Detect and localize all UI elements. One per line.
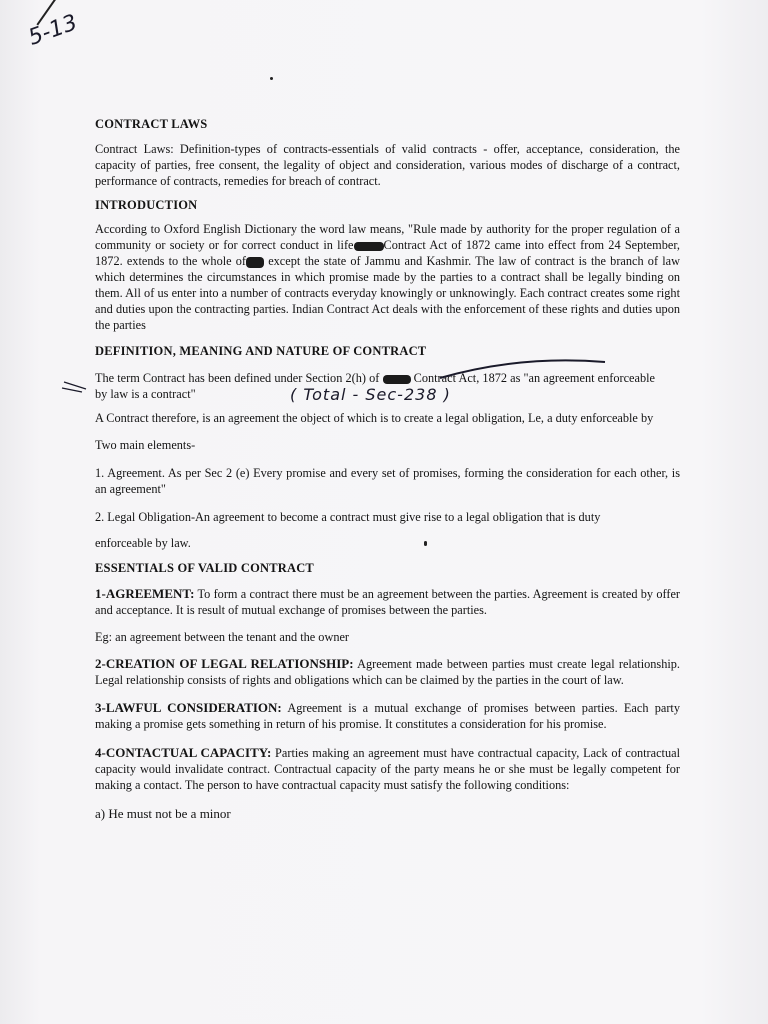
- redaction-mark: [354, 242, 384, 251]
- introduction-paragraph: [95, 221, 680, 333]
- introduction-text-3: except the state of Jammu and Kashmir. The law of contract is the branch of law which determines the circumstances in which promise made by the parties to a contract shall be legally binding on them. All of us enter into a number of contracts everyday knowingly or unknowingly. Each contract creates some right and duties upon the contracting parties. Indian Contract Act deals with the enforcement of these rights and duties upon the parties: [95, 254, 680, 332]
- essential-text: Agreement made between parties must create legal relationship. Legal relationship consists of rights and obligations which can be claimed by the parties in the court of law.: [95, 657, 680, 687]
- essential-text: Parties making an agreement must have contractual capacity, Lack of contractual capacity would invalidate contract. Contractual capacity of the party means he or she must be legally competent for making a contact. The person to have contractual capacity must satisfy the following conditions:: [95, 746, 680, 792]
- section-handwritten-note: ( Total - Sec-238 ): [290, 385, 451, 404]
- element-agreement: 1. Agreement. As per Sec 2 (e) Every promise and every set of promises, forming the consideration for each other, is an agreement": [95, 466, 680, 496]
- element-legal-obligation-cont: enforceable by law.: [95, 536, 191, 550]
- essentials-heading: ESSENTIALS OF VALID CONTRACT: [95, 561, 314, 575]
- essential-lawful-consideration: [95, 700, 680, 732]
- introduction-text-1: According to Oxford English Dictionary the word law means, "Rule made by authority for the proper regulation of a community or society or for correct conduct in life: [95, 222, 680, 252]
- essential-contractual-capacity: [95, 745, 680, 793]
- element-legal-obligation: 2. Legal Obligation-An agreement to become a contract must give rise to a legal obligation that is duty: [95, 510, 601, 524]
- essential-text: Agreement is a mutual exchange of promises between parties. Each party making a promise gets something in return of his promise. It constitutes a consideration for his promise.: [95, 701, 680, 731]
- essential-text: To form a contract there must be an agreement between the parties. Agreement is created by offer and acceptance. It is result of mutual exchange of promises between the parties.: [95, 587, 680, 617]
- introduction-text-2: Contract Act of 1872 came into effect from 24 September, 1872. extends to the whole of: [95, 238, 680, 268]
- syllabus-paragraph: Contract Laws: Definition-types of contracts-essentials of valid contracts - offer, acceptance, consideration, the capacity of parties, free consent, the legality of object and consideration, various modes of discharge of a contract, performance of contracts, remedies for breach of contract.: [95, 142, 680, 188]
- essential-title: 3-LAWFUL CONSIDERATION:: [95, 700, 282, 715]
- contract-therefore-paragraph: A Contract therefore, is an agreement the object of which is to create a legal obligation, Le, a duty enforceable by: [95, 411, 654, 425]
- redaction-mark: [246, 257, 264, 268]
- essential-legal-relationship: [95, 656, 680, 688]
- essential-agreement: [95, 586, 680, 618]
- corner-handwritten-note: 5-13: [25, 10, 81, 51]
- document-body: [95, 116, 680, 822]
- definition-text-2: Contract Act, 1872 as "an agreement enforceable by law is a contract": [95, 371, 655, 401]
- condition-not-minor: a) He must not be a minor: [95, 806, 231, 821]
- essential-example: Eg: an agreement between the tenant and the owner: [95, 630, 350, 644]
- definition-heading: DEFINITION, MEANING AND NATURE OF CONTRACT: [95, 344, 427, 358]
- introduction-heading: INTRODUCTION: [95, 198, 198, 212]
- definition-text-1: The term Contract has been defined under Section 2(h) of: [95, 371, 380, 385]
- contract-laws-heading: CONTRACT LAWS: [95, 117, 208, 131]
- essential-title: 2-CREATION OF LEGAL RELATIONSHIP:: [95, 656, 354, 671]
- speck-mark: [424, 541, 427, 546]
- essential-title: 1-AGREEMENT:: [95, 586, 195, 601]
- two-elements-line: Two main elements-: [95, 438, 196, 452]
- speck-mark: [270, 77, 273, 80]
- essential-title: 4-CONTACTUAL CAPACITY:: [95, 745, 272, 760]
- redaction-mark: [383, 375, 411, 384]
